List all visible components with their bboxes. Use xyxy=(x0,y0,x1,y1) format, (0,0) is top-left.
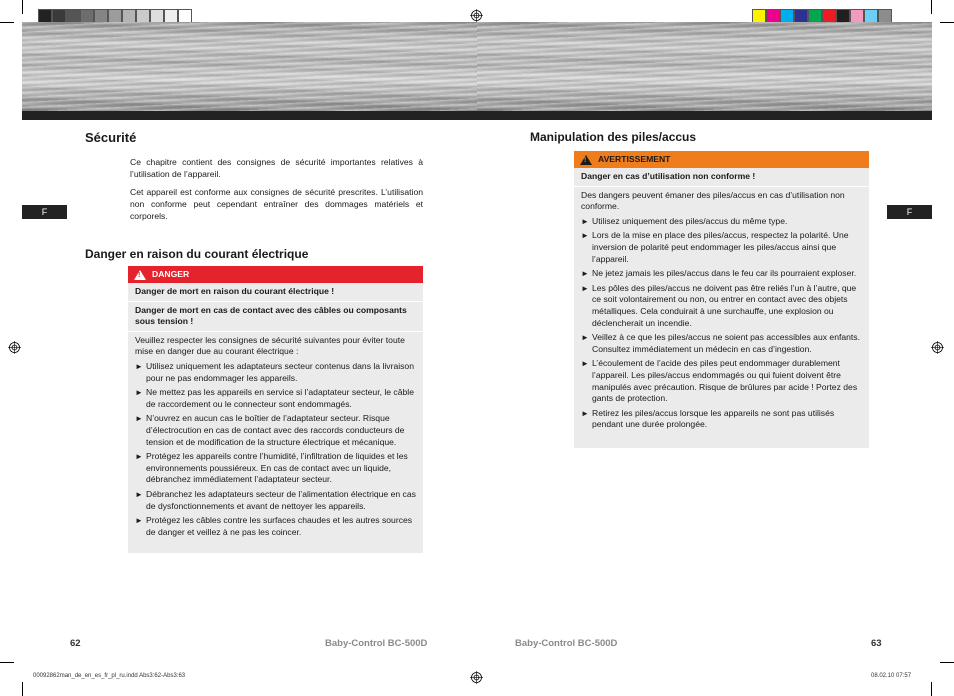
warning-triangle-icon: ! xyxy=(134,270,146,280)
crop-mark xyxy=(0,22,14,23)
crop-mark xyxy=(940,662,954,663)
warning-box xyxy=(574,151,869,448)
list-item: ► L’écoulement de l’acide des piles peut endommager durablement l’appareil. Les piles/accus endommagés ou qui fuient doivent être manipulés avec précaution. Risque de brûlures par acide ! Portez des gants de protection. xyxy=(581,358,858,404)
intro-text xyxy=(130,156,423,228)
bullet-arrow-icon: ► xyxy=(581,283,589,293)
header-dark-strip xyxy=(22,111,932,120)
intro-paragraph: Cet appareil est conforme aux consignes de sécurité prescrites. L’utilisation non conforme peut cependant entraîner des dommages matériels et corporels. xyxy=(130,187,423,221)
page-title: Sécurité xyxy=(85,130,137,145)
warning-triangle-icon: ! xyxy=(580,155,592,165)
crop-mark xyxy=(22,0,23,14)
bullet-arrow-icon: ► xyxy=(581,408,589,418)
process-color-bar xyxy=(752,9,892,23)
page-number-right: 63 xyxy=(871,638,882,649)
language-tab-left: F xyxy=(22,205,67,219)
language-tab-right: F xyxy=(887,205,932,219)
bullet-arrow-icon: ► xyxy=(135,489,143,499)
bullet-arrow-icon: ► xyxy=(581,359,589,369)
danger-box xyxy=(128,266,423,553)
warning-label: AVERTISSEMENT xyxy=(598,153,671,164)
danger-statement: Danger de mort en raison du courant électrique ! xyxy=(135,286,335,296)
grayscale-color-bar xyxy=(38,9,192,23)
danger-header xyxy=(128,266,423,283)
header-metal-band-right xyxy=(477,22,932,111)
bullet-arrow-icon: ► xyxy=(581,216,589,226)
print-slug-date: 08.02.10 07:57 xyxy=(871,673,912,679)
registration-mark-icon xyxy=(470,671,483,684)
print-slug-file: 00092862man_de_en_es_fr_pl_ru.indd Abs3:62-Abs3:63 xyxy=(33,673,186,679)
intro-paragraph: Ce chapitre contient des consignes de sécurité importantes relatives à l’utilisation de l’appareil. xyxy=(130,157,423,179)
crop-mark xyxy=(0,662,14,663)
list-item: ► Retirez les piles/accus lorsque les appareils ne sont pas utilisés pendant une durée prolongée. xyxy=(581,407,835,430)
section-subtitle: Danger en raison du courant électrique xyxy=(85,247,309,261)
registration-mark-icon xyxy=(470,9,483,22)
list-item: ► N’ouvrez en aucun cas le boîtier de l’adaptateur secteur. Risque d’électrocution en cas de contact avec des raccords conducteurs de tension et de modification de la structure électrique et mécanique. xyxy=(135,413,405,447)
list-item: ► Lors de la mise en place des piles/accus, respectez la polarité. Une inversion de polarité peut endommager les piles/accus ainsi que l’appareil. xyxy=(581,230,849,264)
danger-lead: Veuillez respecter les consignes de sécurité suivantes pour éviter toute mise en danger due au courant électrique : xyxy=(135,334,405,357)
list-item: ► Ne jetez jamais les piles/accus dans le feu car ils pourraient exploser. xyxy=(581,268,857,279)
bullet-arrow-icon: ► xyxy=(581,231,589,241)
page-title: Manipulation des piles/accus xyxy=(530,130,697,144)
danger-body xyxy=(128,283,423,545)
list-item: ► Protégez les appareils contre l’humidité, l’infiltration de liquides et les environnements poussiéreux. En cas de contact avec un liquide, débranchez immédiatement l’adaptateur secteur. xyxy=(135,451,408,485)
bullet-arrow-icon: ► xyxy=(135,388,143,398)
warning-body xyxy=(574,168,869,438)
product-name-left: Baby-Control BC-500D xyxy=(325,638,428,649)
list-item: ► Débranchez les adaptateurs secteur de l’alimentation électrique en cas de dysfonctionnements et avant de nettoyer les appareils. xyxy=(135,488,416,511)
bullet-arrow-icon: ► xyxy=(135,452,143,462)
list-item: ► Utilisez uniquement des piles/accus du même type. xyxy=(581,215,788,226)
bullet-arrow-icon: ► xyxy=(135,361,143,371)
danger-label: DANGER xyxy=(152,268,190,279)
crop-mark xyxy=(931,0,932,14)
product-name-right: Baby-Control BC-500D xyxy=(515,638,618,649)
list-item: ► Veillez à ce que les piles/accus ne soient pas accessibles aux enfants. Consultez immédiatement un médecin en cas d’ingestion. xyxy=(581,332,860,354)
bullet-arrow-icon: ► xyxy=(581,333,589,343)
list-item: ► Les pôles des piles/accus ne doivent pas être reliés l’un à l’autre, que ce soit volontairement ou non, ou entrer en contact avec des objets métalliques. Cela conduirait à une surchauffe, une explosion ou déclencherait un incendie. xyxy=(581,282,857,328)
header-metal-band-left xyxy=(22,22,477,111)
registration-mark-icon xyxy=(8,341,21,354)
list-item: ► Utilisez uniquement les adaptateurs secteur contenus dans la livraison pour ne pas endommager les appareils. xyxy=(135,360,414,383)
bullet-arrow-icon: ► xyxy=(581,269,589,279)
crop-mark xyxy=(940,22,954,23)
bullet-arrow-icon: ► xyxy=(135,414,143,424)
registration-mark-icon xyxy=(931,341,944,354)
crop-mark xyxy=(22,682,23,696)
warning-statement: Danger en cas d’utilisation non conforme ! xyxy=(581,171,756,181)
crop-mark xyxy=(931,682,932,696)
warning-lead: Des dangers peuvent émaner des piles/accus en cas d’utilisation non conforme. xyxy=(581,189,845,212)
bullet-arrow-icon: ► xyxy=(135,516,143,526)
list-item: ► Protégez les câbles contre les surfaces chaudes et les autres sources de danger et veillez à ne pas les coincer. xyxy=(135,515,413,537)
page-number-left: 62 xyxy=(70,638,81,649)
danger-statement: Danger de mort en cas de contact avec des câbles ou composants sous tension ! xyxy=(135,304,407,327)
list-item: ► Ne mettez pas les appareils en service si l’adaptateur secteur, le câble de raccordement ou le connecteur sont endommagés. xyxy=(135,387,414,409)
warning-header xyxy=(574,151,869,168)
